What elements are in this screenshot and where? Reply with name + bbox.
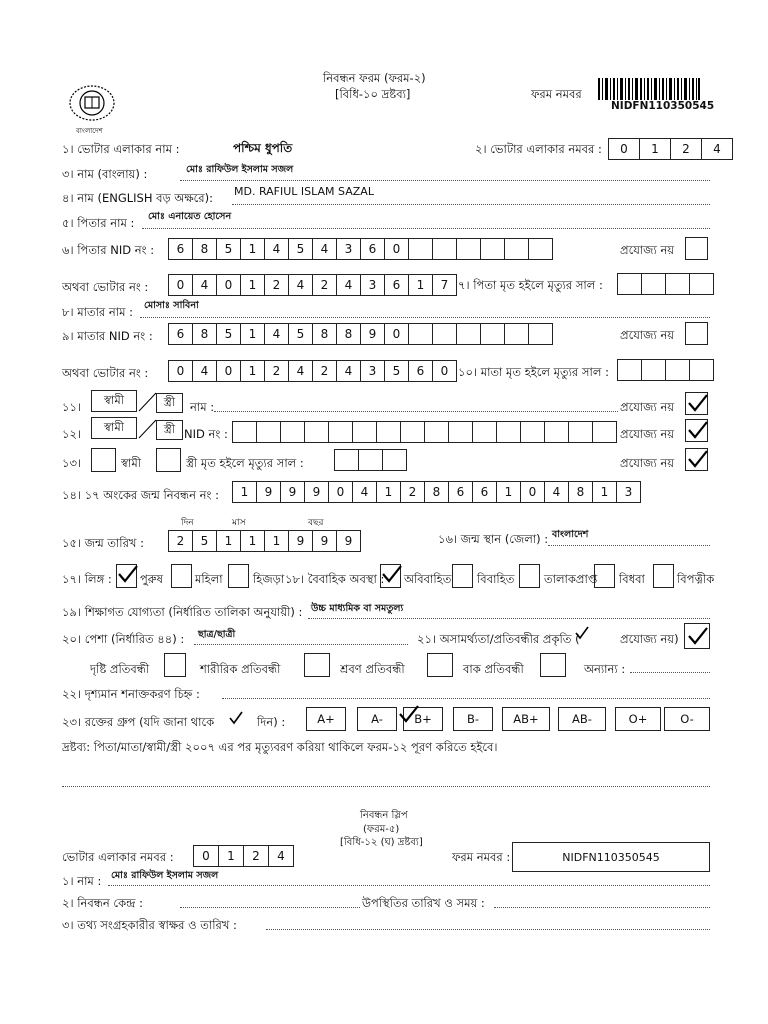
checkmark-icon [397, 703, 421, 725]
digit-box: 6 [472, 481, 497, 503]
digit-box: 1 [376, 481, 401, 503]
widower-label: বিপত্নীক [677, 572, 715, 586]
digit-box [432, 238, 457, 260]
digit-box: 4 [264, 238, 289, 260]
digit-box: 6 [448, 481, 473, 503]
unmarried-label: অবিবাহিত [404, 572, 452, 586]
name-bn-label: ৩। নাম (বাংলায়) : [62, 167, 148, 181]
digit-box: 9 [360, 323, 385, 345]
birthplace-label: ১৬। জন্ম স্থান (জেলা) : [438, 532, 549, 546]
form-subtitle: [বিধি-১০ দ্রষ্টব্য] [335, 87, 411, 101]
year-box[interactable] [665, 359, 690, 381]
digit-box[interactable] [520, 421, 545, 443]
digit-box: 4 [312, 238, 337, 260]
name-en-value: MD. RAFIUL ISLAM SAZAL [234, 185, 374, 198]
year-box[interactable] [334, 449, 359, 471]
digit-box: 2 [312, 274, 337, 296]
digit-box[interactable] [328, 421, 353, 443]
hearing-label: শ্রবণ প্রতিবন্ধী [340, 662, 405, 676]
year-box[interactable] [358, 449, 383, 471]
father-voter-boxes [168, 274, 456, 296]
q13-na-label: প্রযোজ্য নয় [620, 456, 675, 470]
digit-box: 1 [216, 530, 241, 552]
slip-signature-line [266, 929, 710, 930]
hijra-checkbox[interactable] [228, 564, 249, 588]
digit-box: 5 [216, 238, 241, 260]
digit-box: 4 [701, 138, 733, 160]
digit-box: 1 [592, 481, 617, 503]
digit-box[interactable] [424, 421, 449, 443]
digit-box [504, 323, 529, 345]
father-nid-label: ৬। পিতার NID নং : [62, 243, 155, 257]
q13-death-boxes [334, 449, 406, 471]
mother-na-label: প্রযোজ্য নয় [620, 328, 675, 342]
day-caption: দিন [181, 518, 194, 528]
digit-box[interactable] [544, 421, 569, 443]
digit-box[interactable] [472, 421, 497, 443]
digit-box: 9 [256, 481, 281, 503]
blood-a-minus[interactable]: A- [357, 707, 397, 731]
digit-box: 1 [218, 845, 244, 867]
digit-box: 2 [264, 360, 289, 382]
widower-checkbox[interactable] [653, 564, 674, 588]
widow-label: বিধবা [619, 572, 645, 586]
digit-box: 5 [192, 530, 217, 552]
digit-box [528, 238, 553, 260]
digit-box: 0 [216, 360, 241, 382]
digit-box: 7 [432, 274, 457, 296]
digit-box: 0 [328, 481, 353, 503]
other-label: অন্যান্য : [584, 662, 626, 676]
digit-box[interactable] [592, 421, 617, 443]
education-label: ১৯। শিক্ষাগত যোগ্যতা (নির্ধারিত তালিকা অনুযায়ী) : [62, 605, 303, 619]
digit-box: 8 [312, 323, 337, 345]
digit-box: 4 [288, 274, 313, 296]
job-line [194, 644, 408, 645]
female-checkbox[interactable] [171, 564, 192, 588]
q11-name-label: নাম : [190, 400, 215, 414]
digit-box: 4 [352, 481, 377, 503]
checkmark-icon [574, 625, 590, 641]
digit-box: 1 [240, 360, 265, 382]
digit-box: 3 [360, 360, 385, 382]
father-name-line [142, 228, 710, 229]
checkmark-icon [686, 448, 710, 470]
digit-box: 5 [384, 360, 409, 382]
blood-o-plus[interactable]: O+ [615, 707, 661, 731]
slip-center-label: ২। নিবন্ধন কেন্দ্র : [62, 896, 143, 910]
digit-box: 4 [544, 481, 569, 503]
mother-name-line [140, 317, 710, 318]
digit-box: 4 [192, 274, 217, 296]
digit-box[interactable] [568, 421, 593, 443]
hijra-label: হিজড়া [253, 572, 285, 586]
digit-box: 4 [336, 360, 361, 382]
birthplace-line [548, 545, 710, 546]
slip-area-no-boxes [193, 845, 293, 867]
digit-box: 9 [312, 530, 337, 552]
digit-box[interactable] [232, 421, 257, 443]
digit-box: 4 [288, 360, 313, 382]
digit-box: 9 [336, 530, 361, 552]
identification-line [222, 698, 710, 699]
q12-nid-label: NID নং : [184, 427, 228, 441]
father-death-boxes [617, 273, 713, 295]
digit-box: 1 [240, 274, 265, 296]
dob-label: ১৫। জন্ম তারিখ : [62, 536, 145, 550]
q11-name-line [214, 411, 618, 412]
checkmark-icon [686, 419, 710, 441]
digit-box: 2 [312, 360, 337, 382]
q13-death-label: স্ত্রী মৃত হইলে মৃত্যুর সাল : [186, 456, 304, 470]
emblem-caption: বাংলাদেশ [76, 127, 103, 135]
digit-box[interactable] [304, 421, 329, 443]
slip-center-line [180, 907, 360, 908]
father-nid-boxes [168, 238, 552, 260]
name-en-line [232, 204, 710, 205]
checkmark-icon [686, 625, 710, 647]
physical-checkbox[interactable] [304, 653, 330, 677]
married-checkbox[interactable] [452, 564, 473, 588]
digit-box: 0 [384, 238, 409, 260]
checkmark-icon [116, 563, 140, 585]
digit-box [504, 238, 529, 260]
digit-box: 1 [639, 138, 671, 160]
q12-husband-box[interactable]: স্বামী [91, 417, 137, 439]
mother-na-checkbox[interactable] [685, 322, 708, 345]
area-no-boxes [608, 138, 732, 160]
digit-box: 0 [384, 323, 409, 345]
slip-form: (ফরম-৫) [363, 824, 400, 835]
year-caption: বছর [308, 518, 324, 528]
note-text: দ্রষ্টব্য: পিতা/মাতা/স্বামী/স্ত্রী ২০০৭ এর পর মৃত্যুবরণ করিয়া থাকিলে ফরম-১২ পূরণ করিতে হইবে। [62, 740, 498, 754]
divorced-label: তালাকপ্রাপ্ত [544, 572, 598, 586]
divorced-checkbox[interactable] [519, 564, 540, 588]
barcode-icon [598, 78, 700, 100]
digit-box[interactable] [376, 421, 401, 443]
year-box[interactable] [617, 359, 642, 381]
dob-boxes [168, 530, 360, 552]
form-no-label: ফরম নমবর [531, 87, 582, 101]
digit-box: 5 [288, 323, 313, 345]
year-box[interactable] [641, 359, 666, 381]
q12-nid-boxes [232, 421, 616, 443]
q12-label: ১২। [62, 427, 82, 441]
digit-box: 2 [243, 845, 269, 867]
digit-box: 1 [240, 238, 265, 260]
digit-box[interactable] [448, 421, 473, 443]
slip-attendance-line [494, 907, 710, 908]
father-name-label: ৫। পিতার নাম : [62, 216, 135, 230]
digit-box: 4 [192, 360, 217, 382]
digit-box: 4 [336, 274, 361, 296]
name-bn-line [180, 180, 710, 181]
digit-box: 2 [168, 530, 193, 552]
digit-box: 0 [432, 360, 457, 382]
digit-box: 9 [280, 481, 305, 503]
speech-checkbox[interactable] [540, 653, 566, 677]
digit-box [480, 323, 505, 345]
blood-ab-minus[interactable]: AB- [558, 707, 606, 731]
digit-box [456, 238, 481, 260]
mother-name-value: মোসাঃ সাবিনা [144, 300, 199, 311]
digit-box: 8 [336, 323, 361, 345]
slip-form-no-box: NIDFN110350545 [512, 842, 710, 872]
blood-a-plus[interactable]: A+ [306, 707, 346, 731]
digit-box: 8 [568, 481, 593, 503]
digit-box: 8 [424, 481, 449, 503]
father-death-label: ৭। পিতা মৃত হইলে মৃত্যুর সাল : [458, 278, 603, 292]
digit-box: 1 [496, 481, 521, 503]
widow-checkbox[interactable] [594, 564, 615, 588]
digit-box: 0 [168, 274, 193, 296]
education-value: উচ্চ মাধ্যমিক বা সমতুল্য [311, 603, 404, 614]
slash-divider [138, 419, 158, 439]
month-caption: মাস [232, 518, 246, 528]
digit-box [480, 238, 505, 260]
blood-o-minus[interactable]: O- [664, 707, 710, 731]
digit-box: 5 [216, 323, 241, 345]
form-title: নিবন্ধন ফরম (ফরম-২) [323, 71, 426, 85]
digit-box: 2 [400, 481, 425, 503]
name-bn-value: মোঃ রাফিউল ইসলাম সজল [186, 164, 294, 175]
slip-name-line [108, 885, 710, 886]
digit-box: 1 [232, 481, 257, 503]
digit-box: 1 [408, 274, 433, 296]
hearing-checkbox[interactable] [427, 653, 453, 677]
digit-box[interactable] [256, 421, 281, 443]
q13-husband-checkbox[interactable] [91, 448, 116, 472]
job-label: ২০। পেশা (নির্ধারিত ৪৪) : [62, 632, 185, 646]
blood-label-end: দিন) : [257, 715, 286, 729]
q11-husband-box[interactable]: স্বামী [91, 390, 137, 412]
digit-box: 1 [240, 530, 265, 552]
q12-wife-box[interactable]: স্ত্রী [156, 420, 183, 440]
digit-box: 5 [288, 238, 313, 260]
digit-box: 3 [336, 238, 361, 260]
father-na-checkbox[interactable] [685, 237, 708, 260]
checkmark-icon [228, 710, 244, 726]
digit-box: 3 [360, 274, 385, 296]
digit-box: 2 [670, 138, 702, 160]
bangladesh-emblem-icon [64, 83, 120, 131]
area-no-label: ২। ভোটার এলাকার নমবর : [475, 142, 602, 156]
digit-box: 8 [192, 238, 217, 260]
area-name-label: ১। ভোটার এলাকার নাম : [62, 142, 180, 156]
father-name-value: মোঃ এনায়েত হোসেন [148, 211, 232, 222]
q12-na-label: প্রযোজ্য নয় [620, 427, 675, 441]
married-label: বিবাহিত [477, 572, 515, 586]
checkmark-icon [380, 563, 404, 585]
mother-name-label: ৮। মাতার নাম : [62, 305, 134, 319]
barcode-number: NIDFN110350545 [611, 100, 715, 112]
digit-box: 0 [168, 360, 193, 382]
slip-form-no-label: ফরম নমবর : [452, 850, 511, 864]
digit-box: 6 [168, 323, 193, 345]
digit-box [432, 323, 457, 345]
birth-reg-label: ১৪। ১৭ অংকের জন্ম নিবন্ধন নং : [62, 488, 220, 502]
q13-husband-label: স্বামী [121, 456, 142, 470]
mother-death-boxes [617, 359, 713, 381]
father-voter-label: অথবা ভোটার নং : [62, 280, 149, 294]
disability-na-label: প্রযোজ্য নয়) [620, 632, 679, 646]
mother-nid-boxes [168, 323, 552, 345]
mother-voter-label: অথবা ভোটার নং : [62, 366, 149, 380]
digit-box: 9 [304, 481, 329, 503]
digit-box [408, 323, 433, 345]
physical-label: শারীরিক প্রতিবন্ধী [200, 662, 281, 676]
education-line [308, 618, 710, 619]
blood-b-plus[interactable]: B+ [403, 707, 443, 731]
female-label: মহিলা [195, 572, 223, 586]
digit-box: 1 [240, 323, 265, 345]
q13-label: ১৩। [62, 456, 82, 470]
note-line [62, 786, 710, 787]
digit-box: 6 [384, 274, 409, 296]
mother-nid-label: ৯। মাতার NID নং : [62, 329, 153, 343]
area-name-value: পশ্চিম ধুপতি [233, 141, 293, 155]
gender-label: ১৭। লিঙ্গ : [62, 572, 112, 586]
q13-wife-checkbox[interactable] [156, 448, 181, 472]
digit-box: 4 [264, 323, 289, 345]
digit-box[interactable] [496, 421, 521, 443]
digit-box: 6 [408, 360, 433, 382]
digit-box[interactable] [280, 421, 305, 443]
blood-b-minus[interactable]: B- [453, 707, 493, 731]
visual-checkbox[interactable] [164, 653, 186, 677]
slip-rule: [বিধি-১২ (ঘ) দ্রষ্টব্য] [340, 837, 423, 848]
digit-box[interactable] [400, 421, 425, 443]
digit-box: 9 [288, 530, 313, 552]
father-na-label: প্রযোজ্য নয় [620, 243, 675, 257]
digit-box[interactable] [352, 421, 377, 443]
slip-signature-label: ৩। তথ্য সংগ্রহকারীর স্বাক্ষর ও তারিখ : [62, 918, 237, 932]
mother-voter-boxes [168, 360, 456, 382]
slip-name-label: ১। নাম : [62, 874, 102, 888]
q11-wife-box[interactable]: স্ত্রী [156, 393, 183, 413]
marital-label: ১৮। বৈবাহিক অবস্থা : [285, 572, 385, 586]
male-label: পুরুষ [140, 572, 163, 586]
digit-box [408, 238, 433, 260]
year-box[interactable] [665, 273, 690, 295]
digit-box [456, 323, 481, 345]
year-box[interactable] [641, 273, 666, 295]
digit-box: 6 [168, 238, 193, 260]
identification-label: ২২। দৃশ্যমান শনাক্তকরণ চিহ্ন : [62, 687, 200, 701]
year-box[interactable] [382, 449, 407, 471]
mother-death-label: ১০। মাতা মৃত হইলে মৃত্যুর সাল : [458, 365, 609, 379]
digit-box [528, 323, 553, 345]
q11-na-label: প্রযোজ্য নয় [620, 400, 675, 414]
digit-box: 0 [216, 274, 241, 296]
year-box[interactable] [689, 359, 714, 381]
digit-box: 6 [360, 238, 385, 260]
digit-box: 8 [192, 323, 217, 345]
birthplace-value: বাংলাদেশ [552, 529, 589, 540]
digit-box: 0 [520, 481, 545, 503]
q11-label: ১১। [62, 400, 82, 414]
slip-attendance-label: উপস্থিতির তারিখ ও সময় : [362, 896, 485, 910]
digit-box: 4 [268, 845, 294, 867]
job-value: ছাত্র/ছাত্রী [198, 629, 236, 640]
checkmark-icon [686, 392, 710, 414]
year-box[interactable] [617, 273, 642, 295]
slip-area-no-label: ভোটার এলাকার নমবর : [62, 850, 174, 864]
name-en-label: ৪। নাম (ENGLISH বড় অক্ষরে): [62, 191, 213, 205]
other-line [630, 672, 710, 673]
digit-box: 0 [193, 845, 219, 867]
disability-label: ২১। অসামর্থ্যতা/প্রতিবন্ধীর প্রকৃতি ( [417, 632, 580, 646]
slip-title: নিবন্ধন স্লিপ [360, 810, 408, 821]
blood-label: ২৩। রক্তের গ্রুপ (যদি জানা থাকে [62, 715, 215, 729]
visual-label: দৃষ্টি প্রতিবন্ধী [90, 662, 150, 676]
blood-ab-plus[interactable]: AB+ [502, 707, 550, 731]
digit-box: 2 [264, 274, 289, 296]
slip-name-value: মোঃ রাফিউল ইসলাম সজল [111, 870, 219, 881]
slash-divider [138, 392, 158, 412]
digit-box: 1 [264, 530, 289, 552]
speech-label: বাক প্রতিবন্ধী [463, 662, 524, 676]
digit-box: 0 [608, 138, 640, 160]
birth-reg-boxes [232, 481, 640, 503]
year-box[interactable] [689, 273, 714, 295]
digit-box: 3 [616, 481, 641, 503]
